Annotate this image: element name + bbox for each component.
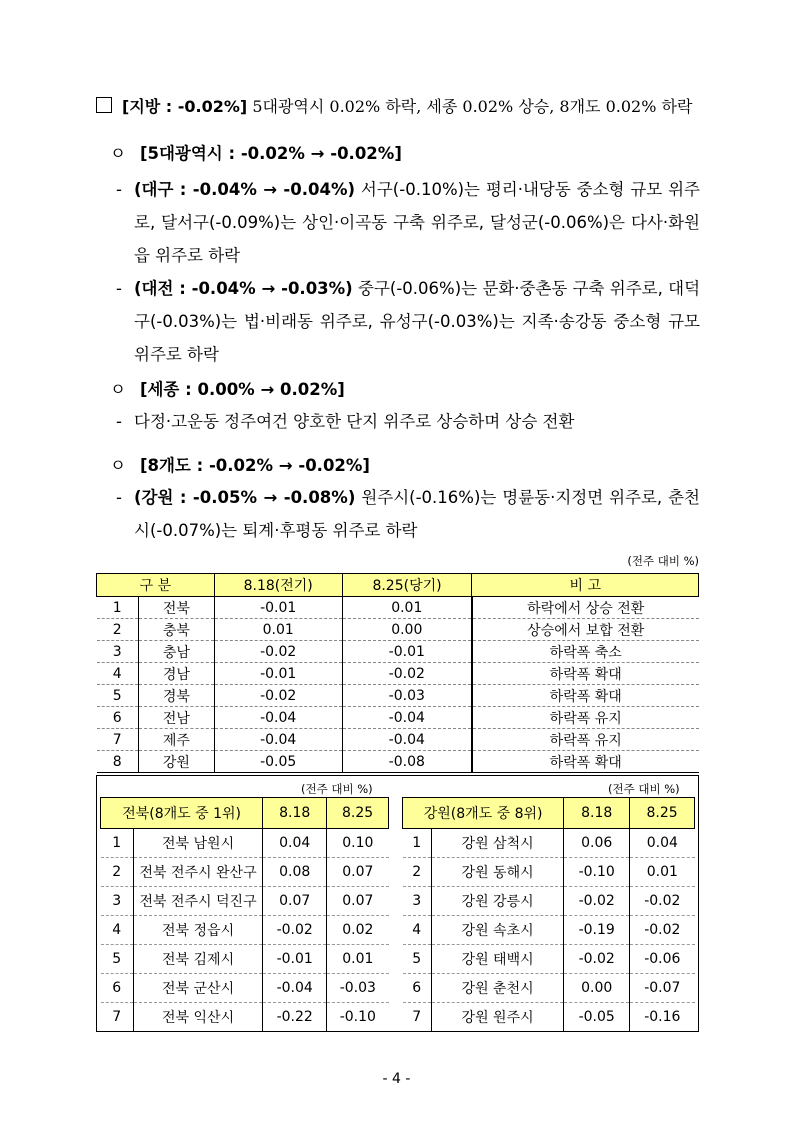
table-row [97, 641, 699, 663]
row-note-cell: 하락폭 확대 [472, 685, 699, 707]
row-note-cell: 하락폭 축소 [472, 641, 699, 663]
table-row [97, 729, 699, 751]
dash-bullet: - [116, 488, 122, 507]
row-prev-value-cell: -0.01 [214, 663, 342, 685]
row-note-cell: 하락폭 유지 [472, 707, 699, 729]
paragraph-text: 다정·고운동 정주여건 양호한 단지 위주로 상승하며 상승 전환 [134, 412, 575, 431]
province-change-table [96, 573, 699, 773]
row-region-cell: 강원 삼척시 [431, 829, 563, 858]
subsection-title: [세종 : 0.00% → 0.02%] [139, 380, 345, 399]
row-curr-value-cell: -0.02 [630, 887, 695, 916]
table-row [101, 1003, 389, 1032]
row-curr-value-cell: -0.02 [342, 663, 472, 685]
header-prev: 8.18 [263, 798, 327, 829]
row-curr-value-cell: 0.10 [327, 829, 389, 858]
subsection-title: [5대광역시 : -0.02% → -0.02%] [139, 144, 402, 163]
row-region-cell: 충남 [138, 641, 214, 663]
table-row [101, 974, 389, 1003]
row-curr-value-cell: -0.04 [342, 729, 472, 751]
row-curr-value-cell: 0.07 [327, 858, 389, 887]
table-row [101, 858, 389, 887]
row-rank-cell: 5 [101, 945, 134, 974]
table-row [97, 663, 699, 685]
table-row [101, 916, 389, 945]
row-region-cell: 제주 [138, 729, 214, 751]
paragraph-text: 서구(-0.10%)는 평리·내당동 중소형 규모 위주로, 달서구(-0.09%)는 상인·이곡동 구축 위주로, 달성군(-0.06%)은 다사·화원읍 위주로 하락 [134, 180, 700, 265]
row-prev-value-cell: 0.04 [263, 829, 327, 858]
section-heading [96, 94, 692, 117]
row-prev-value-cell: -0.02 [564, 887, 630, 916]
row-curr-value-cell: 0.07 [327, 887, 389, 916]
row-region-cell: 강원 태백시 [431, 945, 563, 974]
row-curr-value-cell: -0.03 [327, 974, 389, 1003]
row-curr-value-cell: -0.04 [342, 707, 472, 729]
row-prev-value-cell: 0.08 [263, 858, 327, 887]
row-rank-cell: 4 [403, 916, 432, 945]
row-rank-cell: 5 [403, 945, 432, 974]
row-rank-cell: 2 [403, 858, 432, 887]
row-curr-value-cell: -0.07 [630, 974, 695, 1003]
row-prev-value-cell: -0.04 [214, 729, 342, 751]
row-region-cell: 충북 [138, 619, 214, 641]
row-prev-value-cell: 0.07 [263, 887, 327, 916]
header-this-week: 8.25(당기) [342, 574, 472, 597]
row-prev-value-cell: 0.00 [564, 974, 630, 1003]
row-prev-value-cell: 0.06 [564, 829, 630, 858]
row-prev-value-cell: -0.22 [263, 1003, 327, 1032]
row-rank-cell: 3 [97, 641, 139, 663]
row-curr-value-cell: -0.08 [342, 751, 472, 773]
row-region-cell: 강원 [138, 751, 214, 773]
row-rank-cell: 7 [403, 1003, 432, 1032]
checkbox-square-icon [96, 97, 112, 113]
header-prev-week: 8.18(전기) [214, 574, 342, 597]
row-region-cell: 전북 익산시 [133, 1003, 262, 1032]
table-row [403, 829, 695, 858]
table-row [101, 887, 389, 916]
row-rank-cell: 7 [97, 729, 139, 751]
paragraph-daegu [116, 173, 700, 272]
row-rank-cell: 6 [97, 707, 139, 729]
dash-bullet: - [116, 412, 122, 431]
table-row [97, 619, 699, 641]
row-region-cell: 전북 남원시 [133, 829, 262, 858]
row-rank-cell: 5 [97, 685, 139, 707]
dash-bullet: - [116, 180, 122, 199]
circle-bullet-icon: ㅇ [110, 456, 126, 475]
table-row [403, 1003, 695, 1032]
row-prev-value-cell: -0.04 [263, 974, 327, 1003]
row-region-cell: 전북 김제시 [133, 945, 262, 974]
table-row [97, 707, 699, 729]
row-rank-cell: 2 [97, 619, 139, 641]
paragraph-label: (대구 : -0.04% → -0.04%) [134, 180, 356, 199]
table-row [97, 597, 699, 619]
header-prev: 8.18 [564, 798, 630, 829]
row-rank-cell: 4 [97, 663, 139, 685]
table-row [101, 945, 389, 974]
table-row [403, 916, 695, 945]
row-prev-value-cell: -0.04 [214, 707, 342, 729]
header-region: 전북(8개도 중 1위) [101, 798, 263, 829]
row-curr-value-cell: -0.02 [630, 916, 695, 945]
left-table-unit: (전주 대비 %) [301, 782, 373, 796]
right-table-unit: (전주 대비 %) [608, 782, 680, 796]
header-curr: 8.25 [630, 798, 695, 829]
circle-bullet-icon: ㅇ [110, 380, 126, 399]
paragraph-label: (대전 : -0.04% → -0.03%) [134, 279, 353, 298]
subsection-metro [110, 140, 402, 164]
row-curr-value-cell: -0.06 [630, 945, 695, 974]
row-prev-value-cell: -0.02 [214, 641, 342, 663]
row-curr-value-cell: 0.01 [630, 858, 695, 887]
row-note-cell: 상승에서 보합 전환 [472, 619, 699, 641]
subsection-provinces [110, 452, 370, 476]
row-prev-value-cell: -0.02 [214, 685, 342, 707]
row-prev-value-cell: -0.02 [564, 945, 630, 974]
row-region-cell: 강원 원주시 [431, 1003, 563, 1032]
page-number: - 4 - [382, 1071, 411, 1087]
row-prev-value-cell: -0.02 [263, 916, 327, 945]
row-rank-cell: 7 [101, 1003, 134, 1032]
header-curr: 8.25 [327, 798, 389, 829]
row-prev-value-cell: -0.10 [564, 858, 630, 887]
row-rank-cell: 4 [101, 916, 134, 945]
circle-bullet-icon: ㅇ [110, 144, 126, 163]
row-rank-cell: 8 [97, 751, 139, 773]
row-note-cell: 하락폭 확대 [472, 751, 699, 773]
row-curr-value-cell: 0.04 [630, 829, 695, 858]
table-row [403, 858, 695, 887]
row-curr-value-cell: -0.10 [327, 1003, 389, 1032]
table-header-row [97, 574, 699, 597]
row-rank-cell: 2 [101, 858, 134, 887]
row-region-cell: 전북 전주시 덕진구 [133, 887, 262, 916]
row-curr-value-cell: 0.01 [342, 597, 472, 619]
gangwon-table [402, 797, 695, 1032]
header-category: 구 분 [97, 574, 215, 597]
row-prev-value-cell: -0.19 [564, 916, 630, 945]
paragraph-daejeon [116, 272, 700, 371]
table-row [97, 751, 699, 773]
main-table-unit: (전주 대비 %) [627, 554, 699, 568]
paragraph-text: 원주시(-0.16%)는 명륜동·지정면 위주로, 춘천시(-0.07%)는 퇴계·후평동 위주로 하락 [134, 488, 700, 540]
table-row [97, 685, 699, 707]
subsection-sejong [110, 376, 345, 400]
row-prev-value-cell: -0.01 [214, 597, 342, 619]
row-region-cell: 경남 [138, 663, 214, 685]
table-row [403, 945, 695, 974]
row-rank-cell: 3 [403, 887, 432, 916]
table-header-row [403, 798, 695, 829]
row-note-cell: 하락폭 유지 [472, 729, 699, 751]
row-rank-cell: 6 [101, 974, 134, 1003]
row-region-cell: 경북 [138, 685, 214, 707]
row-prev-value-cell: -0.05 [214, 751, 342, 773]
table-header-row [101, 798, 389, 829]
paragraph-label: (강원 : -0.05% → -0.08%) [134, 488, 356, 507]
row-curr-value-cell: 0.01 [327, 945, 389, 974]
row-region-cell: 강원 강릉시 [431, 887, 563, 916]
row-region-cell: 전북 [138, 597, 214, 619]
row-curr-value-cell: -0.01 [342, 641, 472, 663]
row-curr-value-cell: -0.03 [342, 685, 472, 707]
row-region-cell: 전북 정읍시 [133, 916, 262, 945]
row-rank-cell: 3 [101, 887, 134, 916]
subsection-title: [8개도 : -0.02% → -0.02%] [139, 456, 370, 475]
paragraph-text: 중구(-0.06%)는 문화·중촌동 구축 위주로, 대덕구(-0.03%)는 법·비래동 위주로, 유성구(-0.03%)는 지족·송강동 중소형 규모 위주로 하락 [134, 279, 701, 364]
row-region-cell: 전남 [138, 707, 214, 729]
row-prev-value-cell: -0.05 [564, 1003, 630, 1032]
row-rank-cell: 1 [97, 597, 139, 619]
row-curr-value-cell: 0.00 [342, 619, 472, 641]
row-curr-value-cell: -0.16 [630, 1003, 695, 1032]
paragraph-sejong [116, 405, 700, 438]
heading-text: 5대광역시 0.02% 하락, 세종 0.02% 상승, 8개도 0.02% 하락 [247, 97, 693, 116]
row-rank-cell: 6 [403, 974, 432, 1003]
paragraph-gangwon [116, 481, 700, 547]
row-region-cell: 강원 춘천시 [431, 974, 563, 1003]
dash-bullet: - [116, 279, 122, 298]
row-region-cell: 전북 군산시 [133, 974, 262, 1003]
row-region-cell: 전북 전주시 완산구 [133, 858, 262, 887]
header-region: 강원(8개도 중 8위) [403, 798, 564, 829]
row-region-cell: 강원 속초시 [431, 916, 563, 945]
table-row [403, 887, 695, 916]
row-prev-value-cell: -0.01 [263, 945, 327, 974]
row-rank-cell: 1 [101, 829, 134, 858]
table-row [101, 829, 389, 858]
row-note-cell: 하락에서 상승 전환 [472, 597, 699, 619]
row-note-cell: 하락폭 확대 [472, 663, 699, 685]
table-row [403, 974, 695, 1003]
row-curr-value-cell: 0.02 [327, 916, 389, 945]
row-region-cell: 강원 동해시 [431, 858, 563, 887]
jeonbuk-table [100, 797, 389, 1032]
header-note: 비 고 [472, 574, 699, 597]
row-prev-value-cell: 0.01 [214, 619, 342, 641]
row-rank-cell: 1 [403, 829, 432, 858]
heading-label: [지방 : -0.02%] [122, 97, 248, 116]
